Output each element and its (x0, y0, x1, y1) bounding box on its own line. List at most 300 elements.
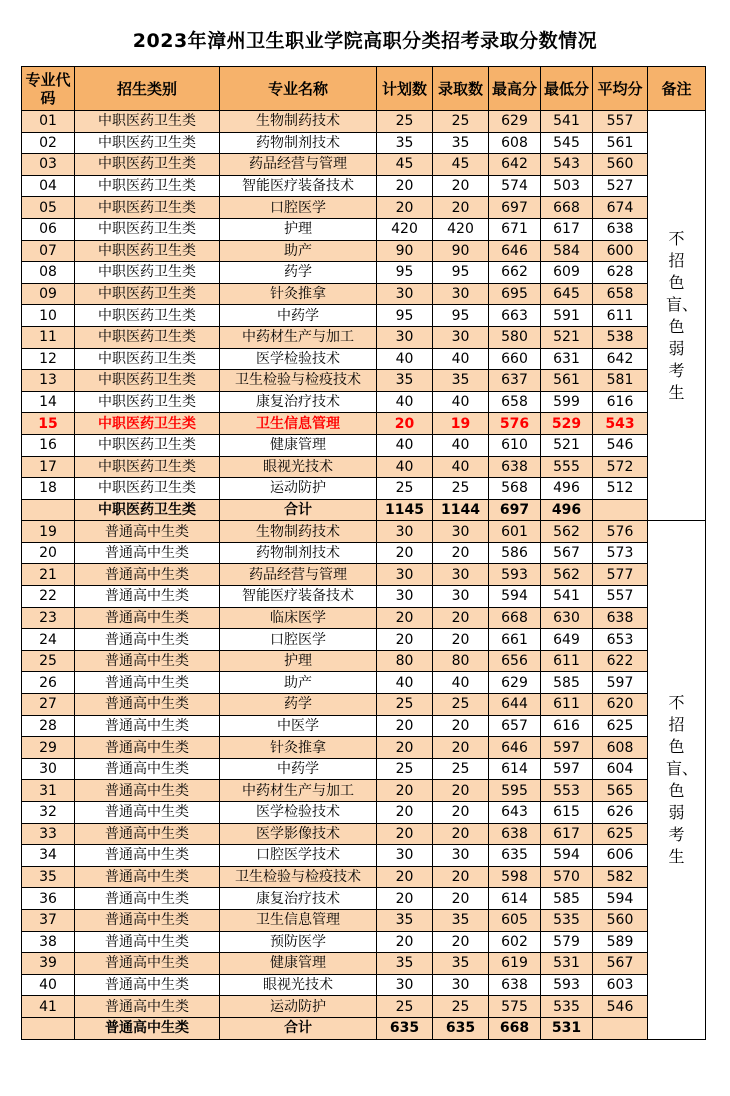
cell-code: 27 (22, 694, 75, 716)
cell-major: 生物制药技术 (220, 111, 377, 133)
cell-major: 药物制剂技术 (220, 132, 377, 154)
cell-code: 38 (22, 931, 75, 953)
cell-admitted: 20 (433, 823, 489, 845)
header-note: 备注 (648, 67, 706, 111)
cell-min: 553 (541, 780, 593, 802)
cell-max: 697 (489, 197, 541, 219)
cell-min: 617 (541, 218, 593, 240)
cell-max: 568 (489, 478, 541, 500)
header-plan: 计划数 (377, 67, 433, 111)
cell-code: 25 (22, 650, 75, 672)
cell-admitted: 35 (433, 953, 489, 975)
cell-category: 普通高中生类 (75, 715, 220, 737)
cell-major: 中药学 (220, 305, 377, 327)
cell-category: 普通高中生类 (75, 802, 220, 824)
total-code (22, 499, 75, 521)
cell-min: 585 (541, 888, 593, 910)
cell-code: 08 (22, 262, 75, 284)
cell-plan: 20 (377, 888, 433, 910)
cell-avg: 594 (593, 888, 648, 910)
cell-category: 中职医药卫生类 (75, 262, 220, 284)
cell-avg: 527 (593, 175, 648, 197)
total-min: 531 (541, 1017, 593, 1039)
cell-avg: 546 (593, 434, 648, 456)
cell-plan: 40 (377, 456, 433, 478)
cell-code: 24 (22, 629, 75, 651)
cell-category: 普通高中生类 (75, 542, 220, 564)
cell-min: 609 (541, 262, 593, 284)
cell-admitted: 40 (433, 348, 489, 370)
cell-min: 545 (541, 132, 593, 154)
table-row (22, 111, 706, 133)
cell-code: 23 (22, 607, 75, 629)
cell-code: 41 (22, 996, 75, 1018)
cell-admitted: 95 (433, 262, 489, 284)
cell-avg: 604 (593, 758, 648, 780)
cell-code: 20 (22, 542, 75, 564)
total-admitted: 1144 (433, 499, 489, 521)
note-cell: 不招色盲、色弱考生 (648, 111, 706, 521)
cell-admitted: 20 (433, 715, 489, 737)
cell-code: 05 (22, 197, 75, 219)
cell-plan: 20 (377, 629, 433, 651)
cell-avg: 626 (593, 802, 648, 824)
cell-admitted: 420 (433, 218, 489, 240)
cell-category: 普通高中生类 (75, 953, 220, 975)
cell-min: 630 (541, 607, 593, 629)
cell-major: 药学 (220, 262, 377, 284)
cell-max: 595 (489, 780, 541, 802)
cell-plan: 20 (377, 823, 433, 845)
cell-admitted: 25 (433, 996, 489, 1018)
cell-max: 638 (489, 456, 541, 478)
header-admitted: 录取数 (433, 67, 489, 111)
cell-major: 针灸推拿 (220, 737, 377, 759)
cell-plan: 20 (377, 737, 433, 759)
cell-code: 36 (22, 888, 75, 910)
cell-plan: 30 (377, 521, 433, 543)
cell-min: 496 (541, 478, 593, 500)
cell-min: 529 (541, 413, 593, 435)
cell-avg: 567 (593, 953, 648, 975)
cell-major: 护理 (220, 650, 377, 672)
cell-code: 30 (22, 758, 75, 780)
cell-category: 普通高中生类 (75, 888, 220, 910)
cell-max: 662 (489, 262, 541, 284)
cell-category: 普通高中生类 (75, 607, 220, 629)
table-row (22, 909, 706, 931)
cell-code: 10 (22, 305, 75, 327)
cell-code: 13 (22, 370, 75, 392)
cell-plan: 20 (377, 197, 433, 219)
cell-min: 649 (541, 629, 593, 651)
table-body (22, 111, 706, 1040)
cell-plan: 30 (377, 564, 433, 586)
table-row (22, 607, 706, 629)
table-row (22, 218, 706, 240)
cell-plan: 45 (377, 154, 433, 176)
cell-category: 普通高中生类 (75, 866, 220, 888)
cell-max: 601 (489, 521, 541, 543)
cell-plan: 35 (377, 909, 433, 931)
table-row (22, 154, 706, 176)
cell-min: 585 (541, 672, 593, 694)
cell-code: 32 (22, 802, 75, 824)
cell-avg: 512 (593, 478, 648, 500)
cell-major: 口腔医学技术 (220, 845, 377, 867)
total-max: 668 (489, 1017, 541, 1039)
cell-max: 586 (489, 542, 541, 564)
cell-admitted: 35 (433, 909, 489, 931)
cell-max: 608 (489, 132, 541, 154)
table-row (22, 434, 706, 456)
cell-avg: 625 (593, 823, 648, 845)
cell-category: 中职医药卫生类 (75, 154, 220, 176)
cell-admitted: 40 (433, 456, 489, 478)
cell-major: 口腔医学 (220, 197, 377, 219)
cell-min: 617 (541, 823, 593, 845)
cell-major: 医学检验技术 (220, 802, 377, 824)
cell-major: 智能医疗装备技术 (220, 586, 377, 608)
cell-max: 671 (489, 218, 541, 240)
cell-plan: 30 (377, 586, 433, 608)
total-admitted: 635 (433, 1017, 489, 1039)
table-row (22, 996, 706, 1018)
cell-code: 28 (22, 715, 75, 737)
cell-min: 562 (541, 521, 593, 543)
cell-major: 康复治疗技术 (220, 888, 377, 910)
cell-avg: 565 (593, 780, 648, 802)
cell-plan: 40 (377, 672, 433, 694)
cell-admitted: 20 (433, 542, 489, 564)
cell-admitted: 20 (433, 737, 489, 759)
header-category: 招生类别 (75, 67, 220, 111)
cell-category: 中职医药卫生类 (75, 391, 220, 413)
cell-major: 药品经营与管理 (220, 154, 377, 176)
table-row (22, 650, 706, 672)
table-row (22, 348, 706, 370)
cell-min: 579 (541, 931, 593, 953)
cell-max: 598 (489, 866, 541, 888)
cell-major: 中药材生产与加工 (220, 780, 377, 802)
cell-max: 576 (489, 413, 541, 435)
cell-plan: 20 (377, 413, 433, 435)
cell-avg: 576 (593, 521, 648, 543)
table-row (22, 132, 706, 154)
cell-category: 中职医药卫生类 (75, 434, 220, 456)
cell-major: 卫生信息管理 (220, 909, 377, 931)
cell-admitted: 30 (433, 974, 489, 996)
cell-category: 中职医药卫生类 (75, 283, 220, 305)
cell-major: 康复治疗技术 (220, 391, 377, 413)
cell-category: 中职医药卫生类 (75, 456, 220, 478)
table-row (22, 262, 706, 284)
cell-avg: 538 (593, 326, 648, 348)
cell-avg: 582 (593, 866, 648, 888)
cell-admitted: 30 (433, 326, 489, 348)
cell-plan: 25 (377, 758, 433, 780)
total-plan: 635 (377, 1017, 433, 1039)
cell-code: 22 (22, 586, 75, 608)
cell-plan: 90 (377, 240, 433, 262)
cell-plan: 20 (377, 542, 433, 564)
cell-major: 智能医疗装备技术 (220, 175, 377, 197)
cell-category: 中职医药卫生类 (75, 326, 220, 348)
cell-plan: 30 (377, 326, 433, 348)
cell-avg: 658 (593, 283, 648, 305)
cell-max: 656 (489, 650, 541, 672)
cell-max: 646 (489, 737, 541, 759)
cell-code: 29 (22, 737, 75, 759)
cell-admitted: 20 (433, 780, 489, 802)
cell-min: 645 (541, 283, 593, 305)
table-row (22, 845, 706, 867)
cell-admitted: 30 (433, 845, 489, 867)
cell-max: 580 (489, 326, 541, 348)
cell-max: 629 (489, 111, 541, 133)
header-max: 最高分 (489, 67, 541, 111)
cell-avg: 611 (593, 305, 648, 327)
cell-code: 04 (22, 175, 75, 197)
cell-avg: 674 (593, 197, 648, 219)
cell-avg: 577 (593, 564, 648, 586)
table-row (22, 823, 706, 845)
cell-code: 21 (22, 564, 75, 586)
cell-max: 574 (489, 175, 541, 197)
cell-category: 中职医药卫生类 (75, 218, 220, 240)
cell-avg: 572 (593, 456, 648, 478)
cell-min: 541 (541, 111, 593, 133)
cell-max: 657 (489, 715, 541, 737)
cell-max: 610 (489, 434, 541, 456)
header-min: 最低分 (541, 67, 593, 111)
cell-category: 中职医药卫生类 (75, 348, 220, 370)
cell-avg: 581 (593, 370, 648, 392)
cell-plan: 95 (377, 305, 433, 327)
cell-code: 02 (22, 132, 75, 154)
cell-max: 594 (489, 586, 541, 608)
cell-avg: 606 (593, 845, 648, 867)
cell-avg: 597 (593, 672, 648, 694)
cell-major: 口腔医学 (220, 629, 377, 651)
cell-major: 卫生检验与检疫技术 (220, 370, 377, 392)
cell-plan: 35 (377, 370, 433, 392)
admission-score-table (21, 66, 706, 1040)
cell-max: 635 (489, 845, 541, 867)
cell-plan: 20 (377, 866, 433, 888)
cell-max: 644 (489, 694, 541, 716)
cell-min: 599 (541, 391, 593, 413)
cell-category: 普通高中生类 (75, 629, 220, 651)
total-avg (593, 1017, 648, 1039)
cell-code: 06 (22, 218, 75, 240)
cell-category: 普通高中生类 (75, 521, 220, 543)
cell-major: 运动防护 (220, 478, 377, 500)
cell-avg: 603 (593, 974, 648, 996)
cell-major: 药学 (220, 694, 377, 716)
cell-code: 33 (22, 823, 75, 845)
header-avg: 平均分 (593, 67, 648, 111)
cell-category: 普通高中生类 (75, 931, 220, 953)
cell-plan: 20 (377, 802, 433, 824)
cell-admitted: 25 (433, 478, 489, 500)
cell-category: 普通高中生类 (75, 564, 220, 586)
cell-category: 普通高中生类 (75, 823, 220, 845)
cell-max: 668 (489, 607, 541, 629)
cell-max: 660 (489, 348, 541, 370)
cell-major: 中药学 (220, 758, 377, 780)
cell-code: 37 (22, 909, 75, 931)
cell-max: 629 (489, 672, 541, 694)
cell-code: 40 (22, 974, 75, 996)
table-row (22, 802, 706, 824)
cell-min: 570 (541, 866, 593, 888)
cell-code: 12 (22, 348, 75, 370)
cell-admitted: 19 (433, 413, 489, 435)
cell-avg: 638 (593, 218, 648, 240)
cell-min: 531 (541, 953, 593, 975)
cell-code: 01 (22, 111, 75, 133)
table-row (22, 694, 706, 716)
cell-max: 602 (489, 931, 541, 953)
cell-max: 658 (489, 391, 541, 413)
cell-min: 535 (541, 996, 593, 1018)
cell-max: 663 (489, 305, 541, 327)
cell-avg: 546 (593, 996, 648, 1018)
cell-category: 中职医药卫生类 (75, 175, 220, 197)
cell-admitted: 25 (433, 111, 489, 133)
cell-admitted: 95 (433, 305, 489, 327)
cell-admitted: 20 (433, 866, 489, 888)
cell-plan: 80 (377, 650, 433, 672)
cell-major: 中药材生产与加工 (220, 326, 377, 348)
cell-max: 642 (489, 154, 541, 176)
cell-major: 护理 (220, 218, 377, 240)
cell-major: 预防医学 (220, 931, 377, 953)
cell-admitted: 40 (433, 434, 489, 456)
cell-category: 普通高中生类 (75, 694, 220, 716)
cell-category: 普通高中生类 (75, 780, 220, 802)
table-row (22, 326, 706, 348)
table-row (22, 391, 706, 413)
cell-admitted: 20 (433, 888, 489, 910)
total-row (22, 1017, 706, 1039)
cell-plan: 25 (377, 996, 433, 1018)
table-row (22, 629, 706, 651)
cell-avg: 616 (593, 391, 648, 413)
cell-avg: 543 (593, 413, 648, 435)
cell-min: 591 (541, 305, 593, 327)
cell-major: 眼视光技术 (220, 974, 377, 996)
cell-major: 健康管理 (220, 434, 377, 456)
table-row (22, 478, 706, 500)
cell-min: 597 (541, 737, 593, 759)
cell-avg: 653 (593, 629, 648, 651)
total-max: 697 (489, 499, 541, 521)
table-row (22, 715, 706, 737)
cell-admitted: 35 (433, 132, 489, 154)
cell-avg: 608 (593, 737, 648, 759)
cell-min: 594 (541, 845, 593, 867)
cell-min: 555 (541, 456, 593, 478)
table-row (22, 240, 706, 262)
table-row (22, 175, 706, 197)
cell-min: 631 (541, 348, 593, 370)
cell-category: 普通高中生类 (75, 996, 220, 1018)
table-row (22, 931, 706, 953)
cell-major: 卫生检验与检疫技术 (220, 866, 377, 888)
table-row (22, 456, 706, 478)
cell-major: 药物制剂技术 (220, 542, 377, 564)
cell-min: 561 (541, 370, 593, 392)
cell-avg: 642 (593, 348, 648, 370)
cell-min: 615 (541, 802, 593, 824)
cell-major: 运动防护 (220, 996, 377, 1018)
cell-major: 医学检验技术 (220, 348, 377, 370)
table-row (22, 672, 706, 694)
cell-code: 31 (22, 780, 75, 802)
cell-plan: 25 (377, 111, 433, 133)
cell-plan: 40 (377, 348, 433, 370)
cell-admitted: 20 (433, 629, 489, 651)
cell-major: 健康管理 (220, 953, 377, 975)
cell-category: 普通高中生类 (75, 758, 220, 780)
cell-admitted: 20 (433, 197, 489, 219)
cell-major: 助产 (220, 240, 377, 262)
cell-major: 卫生信息管理 (220, 413, 377, 435)
table-row (22, 780, 706, 802)
cell-category: 普通高中生类 (75, 650, 220, 672)
cell-admitted: 30 (433, 521, 489, 543)
cell-avg: 622 (593, 650, 648, 672)
table-row (22, 521, 706, 543)
cell-max: 619 (489, 953, 541, 975)
cell-max: 614 (489, 888, 541, 910)
page-title: 2023年漳州卫生职业学院高职分类招考录取分数情况 (132, 30, 598, 52)
cell-plan: 30 (377, 845, 433, 867)
cell-admitted: 90 (433, 240, 489, 262)
cell-avg: 557 (593, 111, 648, 133)
total-row (22, 499, 706, 521)
cell-admitted: 20 (433, 931, 489, 953)
cell-min: 611 (541, 694, 593, 716)
cell-plan: 35 (377, 132, 433, 154)
cell-admitted: 20 (433, 607, 489, 629)
cell-admitted: 30 (433, 283, 489, 305)
cell-min: 521 (541, 326, 593, 348)
table-row (22, 953, 706, 975)
note-cell: 不招色盲、色弱考生 (648, 521, 706, 1039)
cell-major: 眼视光技术 (220, 456, 377, 478)
cell-avg: 560 (593, 154, 648, 176)
cell-avg: 557 (593, 586, 648, 608)
cell-max: 643 (489, 802, 541, 824)
cell-plan: 20 (377, 175, 433, 197)
cell-plan: 25 (377, 478, 433, 500)
cell-code: 18 (22, 478, 75, 500)
cell-min: 541 (541, 586, 593, 608)
cell-plan: 20 (377, 931, 433, 953)
cell-max: 695 (489, 283, 541, 305)
cell-plan: 20 (377, 607, 433, 629)
cell-avg: 638 (593, 607, 648, 629)
table-row (22, 737, 706, 759)
cell-major: 生物制药技术 (220, 521, 377, 543)
cell-max: 637 (489, 370, 541, 392)
cell-code: 15 (22, 413, 75, 435)
cell-plan: 30 (377, 283, 433, 305)
cell-plan: 40 (377, 391, 433, 413)
